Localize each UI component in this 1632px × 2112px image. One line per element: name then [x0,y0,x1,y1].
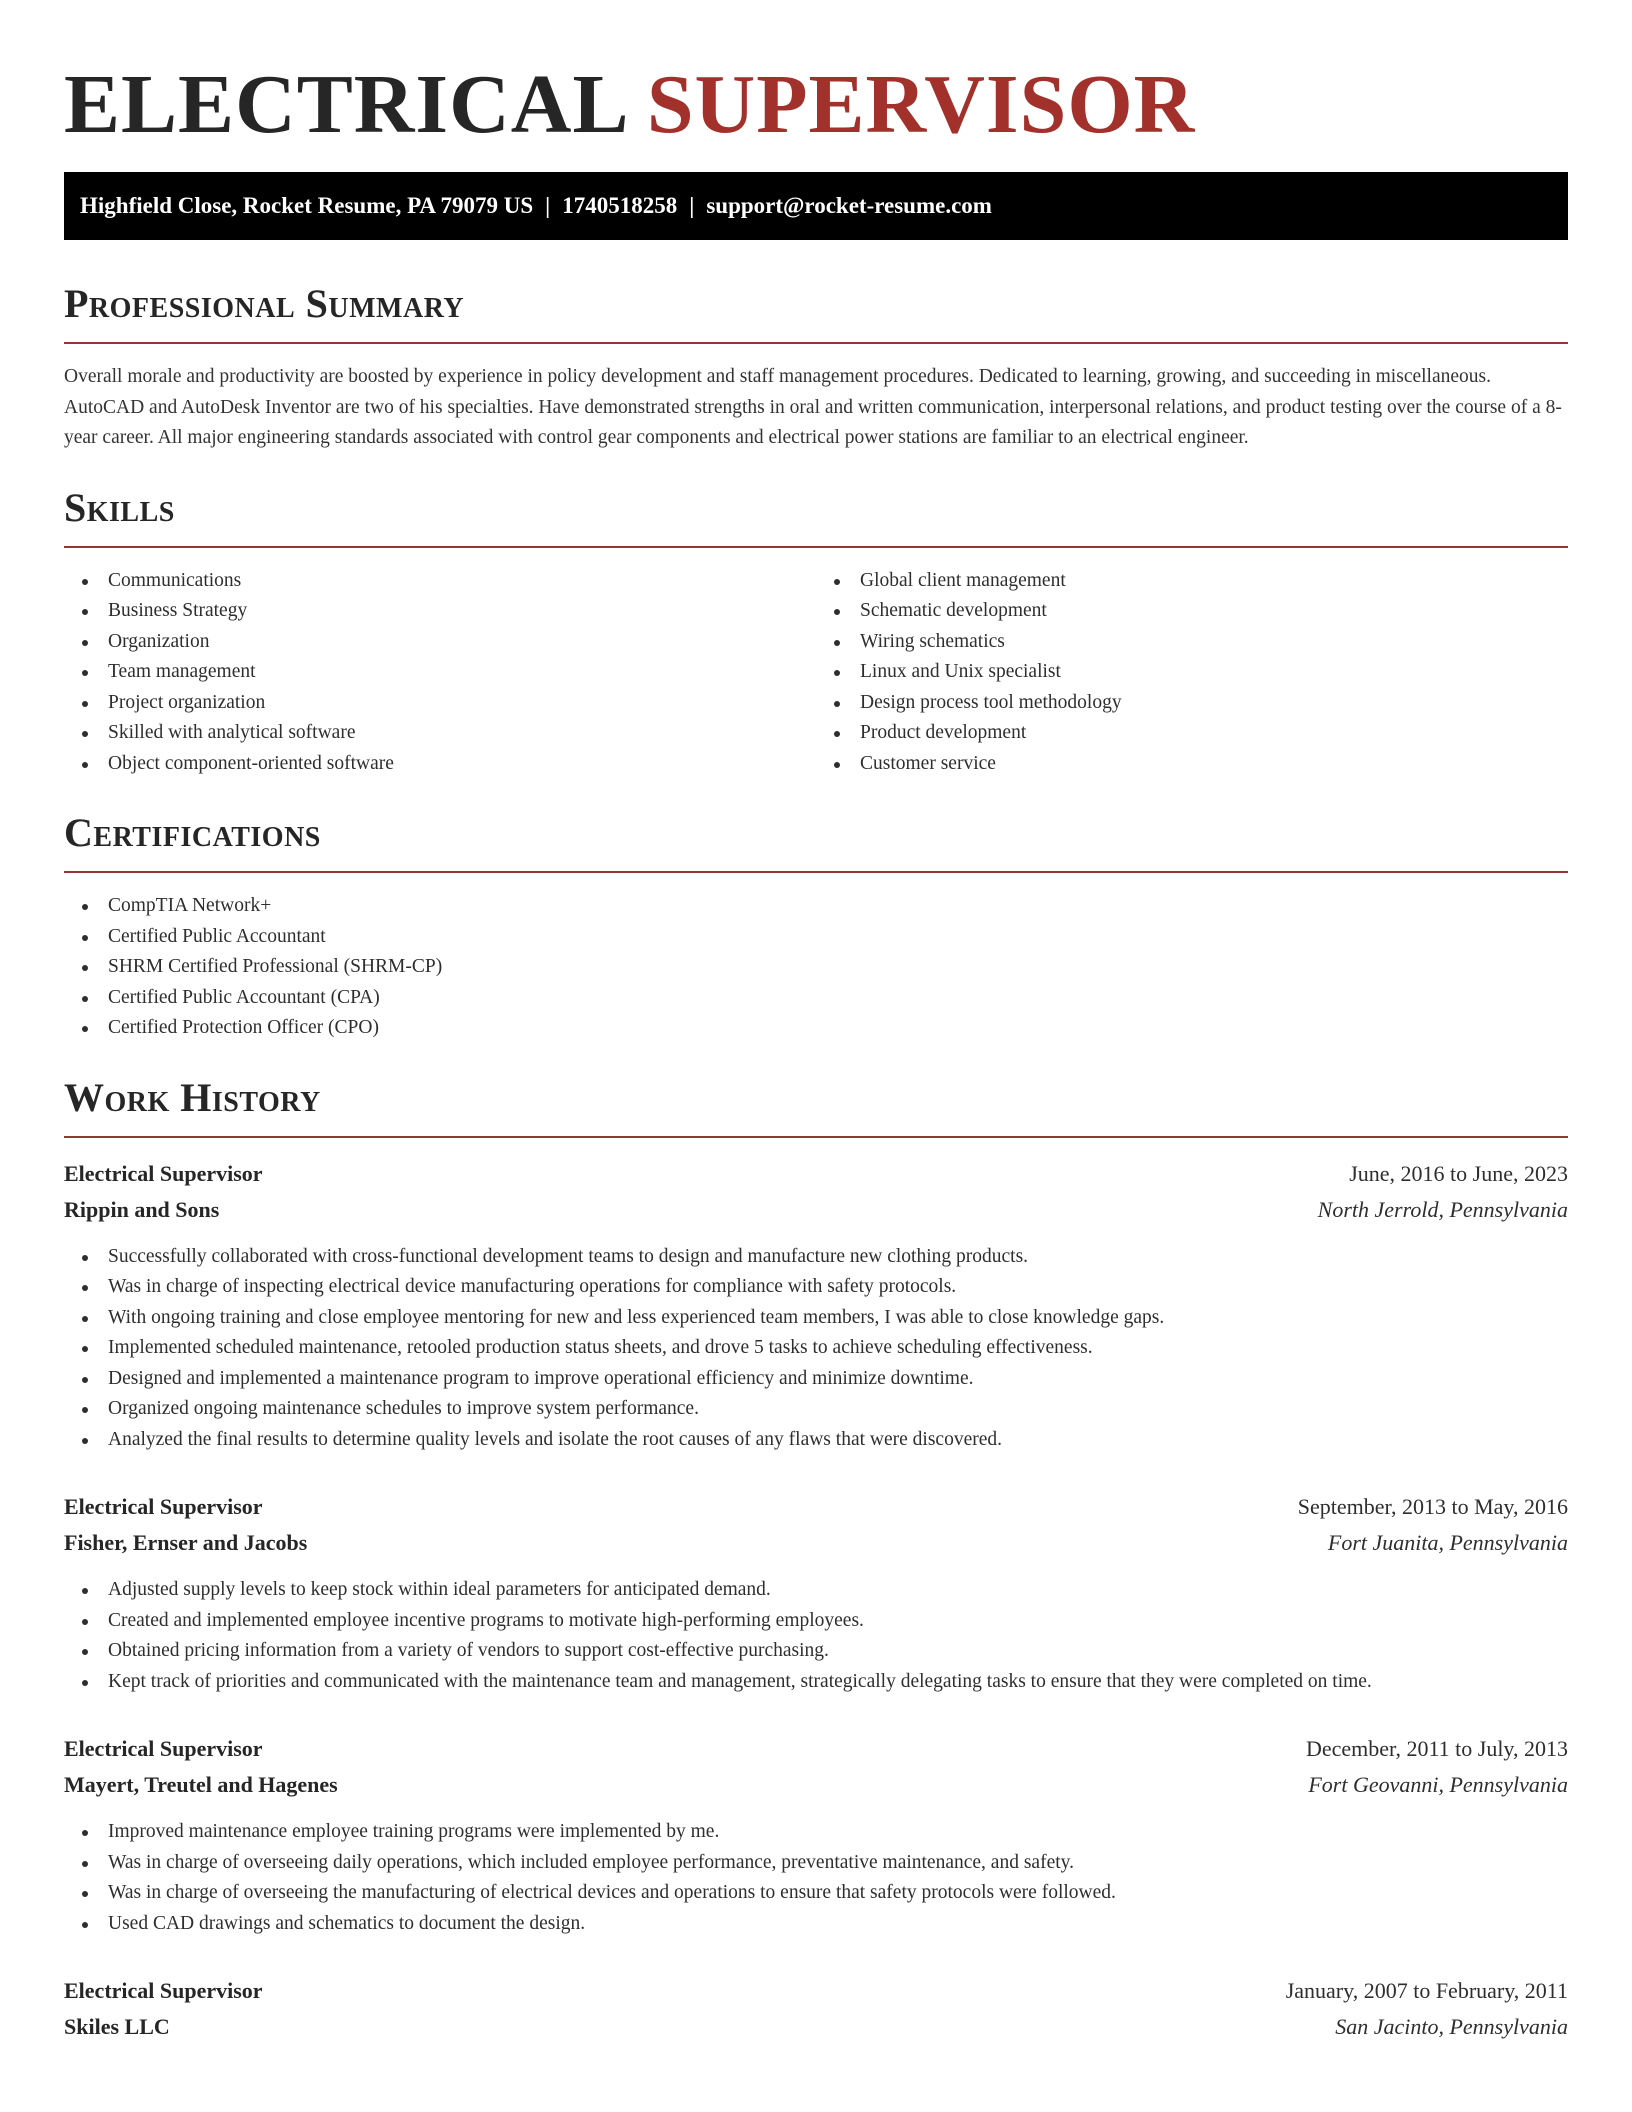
skill-item: Business Strategy [108,596,816,627]
skill-item: Customer service [860,749,1568,780]
job-bullet: Was in charge of overseeing the manufacturing of electrical devices and operations to ensure that safety protocols were followed. [108,1878,1568,1909]
skill-item: Object component-oriented software [108,749,816,780]
contact-email[interactable]: support@rocket-resume.com [706,193,992,218]
skill-item: Project organization [108,688,816,719]
job-role: Electrical Supervisor [64,1978,263,2003]
skill-item: Schematic development [860,596,1568,627]
job-bullet: Implemented scheduled maintenance, retooled production status sheets, and drove 5 tasks to achieve scheduling effectiveness. [108,1333,1568,1364]
job-title-row [64,1489,1568,1525]
resume-title [64,56,1568,172]
certification-item: Certified Protection Officer (CPO) [108,1013,1568,1044]
job-bullets [64,1242,1568,1456]
skills-list-left [64,566,816,780]
job-dates: June, 2016 to June, 2023 [1349,1160,1568,1186]
section-title-skills: Skills [64,484,1568,548]
job-bullets [64,1817,1568,1939]
skills-list-right [816,566,1568,780]
job-company: Rippin and Sons [64,1196,220,1222]
job-location: Fort Juanita, Pennsylvania [1327,1530,1568,1555]
job-entry [64,1973,1568,2045]
skills-grid [64,548,1568,780]
job-company: Mayert, Treutel and Hagenes [64,1772,338,1797]
job-role: Electrical Supervisor [64,1160,263,1186]
skills-section [64,484,1568,780]
summary-text: Overall morale and productivity are boosted by experience in policy development and staff management procedures. Dedicated to learning, growing, and succeeding in miscellaneous. AutoCAD and AutoDesk Inventor are two of his specialties. Have demonstrated strengths in oral and written communication, interpersonal relations, and product testing over the course of a 8-year career. All major engineering standards associated with control gear components and electrical power stations are familiar to an electrical engineer. [64,366,1562,448]
job-bullet: Was in charge of inspecting electrical device manufacturing operations for compliance with safety protocols. [108,1272,1568,1303]
job-bullet: Organized ongoing maintenance schedules to improve system performance. [108,1394,1568,1425]
certifications-section [64,809,1568,1044]
skill-item: Organization [108,627,816,658]
skill-item: Global client management [860,566,1568,597]
job-bullet: Created and implemented employee incentive programs to motivate high-performing employees. [108,1606,1568,1637]
job-bullet: Improved maintenance employee training programs were implemented by me. [108,1817,1568,1848]
summary-section [64,280,1568,454]
job-location: San Jacinto, Pennsylvania [1335,2014,1568,2039]
section-title-summary: Professional Summary [64,280,1568,344]
skill-item: Wiring schematics [860,627,1568,658]
job-bullet: Successfully collaborated with cross-functional development teams to design and manufacture new clothing products. [108,1242,1568,1273]
job-company: Fisher, Ernser and Jacobs [64,1530,308,1555]
job-entry [64,1156,1568,1456]
work-history-section [64,1074,1568,2046]
skill-item: Skilled with analytical software [108,718,816,749]
job-entry [64,1731,1568,1939]
job-bullet: Used CAD drawings and schematics to document the design. [108,1909,1568,1940]
job-company-row [64,1525,1568,1561]
job-role: Electrical Supervisor [64,1736,263,1761]
certification-item: CompTIA Network+ [108,891,1568,922]
job-bullet: Adjusted supply levels to keep stock within ideal parameters for anticipated demand. [108,1575,1568,1606]
job-bullet: Analyzed the final results to determine quality levels and isolate the root causes of any flaws that were discovered. [108,1425,1568,1456]
skill-item: Design process tool methodology [860,688,1568,719]
job-bullet: Designed and implemented a maintenance program to improve operational efficiency and minimize downtime. [108,1364,1568,1395]
job-role: Electrical Supervisor [64,1494,263,1519]
title-last-word: SUPERVISOR [646,58,1196,151]
contact-separator: | [689,193,695,218]
job-company-row [64,1192,1568,1228]
certification-item: Certified Public Accountant (CPA) [108,983,1568,1014]
contact-bar [64,172,1568,240]
job-company-row [64,2009,1568,2045]
job-entry [64,1489,1568,1697]
job-dates: January, 2007 to February, 2011 [1285,1978,1568,2003]
job-bullet: With ongoing training and close employee mentoring for new and less experienced team members, I was able to close knowledge gaps. [108,1303,1568,1334]
skill-item: Team management [108,657,816,688]
section-title-certifications: Certifications [64,809,1568,873]
certification-item: SHRM Certified Professional (SHRM-CP) [108,952,1568,983]
job-dates: September, 2013 to May, 2016 [1297,1494,1568,1519]
job-title-row [64,1156,1568,1192]
certification-item: Certified Public Accountant [108,922,1568,953]
job-bullets [64,1575,1568,1697]
job-company: Skiles LLC [64,2014,170,2039]
section-title-work-history: Work History [64,1074,1568,1138]
job-company-row [64,1767,1568,1803]
title-first-word: ELECTRICAL [64,58,625,151]
contact-address: Highfield Close, Rocket Resume, PA 79079 US [80,193,534,218]
job-bullet: Kept track of priorities and communicated with the maintenance team and management, strategically delegating tasks to ensure that they were completed on time. [108,1667,1568,1698]
job-title-row [64,1731,1568,1767]
job-bullet: Obtained pricing information from a variety of vendors to support cost-effective purchasing. [108,1636,1568,1667]
skill-item: Linux and Unix specialist [860,657,1568,688]
contact-separator: | [545,193,551,218]
certifications-list [64,891,1568,1044]
job-location: North Jerrold, Pennsylvania [1317,1196,1568,1222]
job-bullet: Was in charge of overseeing daily operations, which included employee performance, preventative maintenance, and safety. [108,1848,1568,1879]
job-location: Fort Geovanni, Pennsylvania [1308,1772,1568,1797]
skill-item: Communications [108,566,816,597]
contact-phone: 1740518258 [562,193,678,218]
job-dates: December, 2011 to July, 2013 [1305,1736,1568,1761]
job-title-row [64,1973,1568,2009]
skill-item: Product development [860,718,1568,749]
